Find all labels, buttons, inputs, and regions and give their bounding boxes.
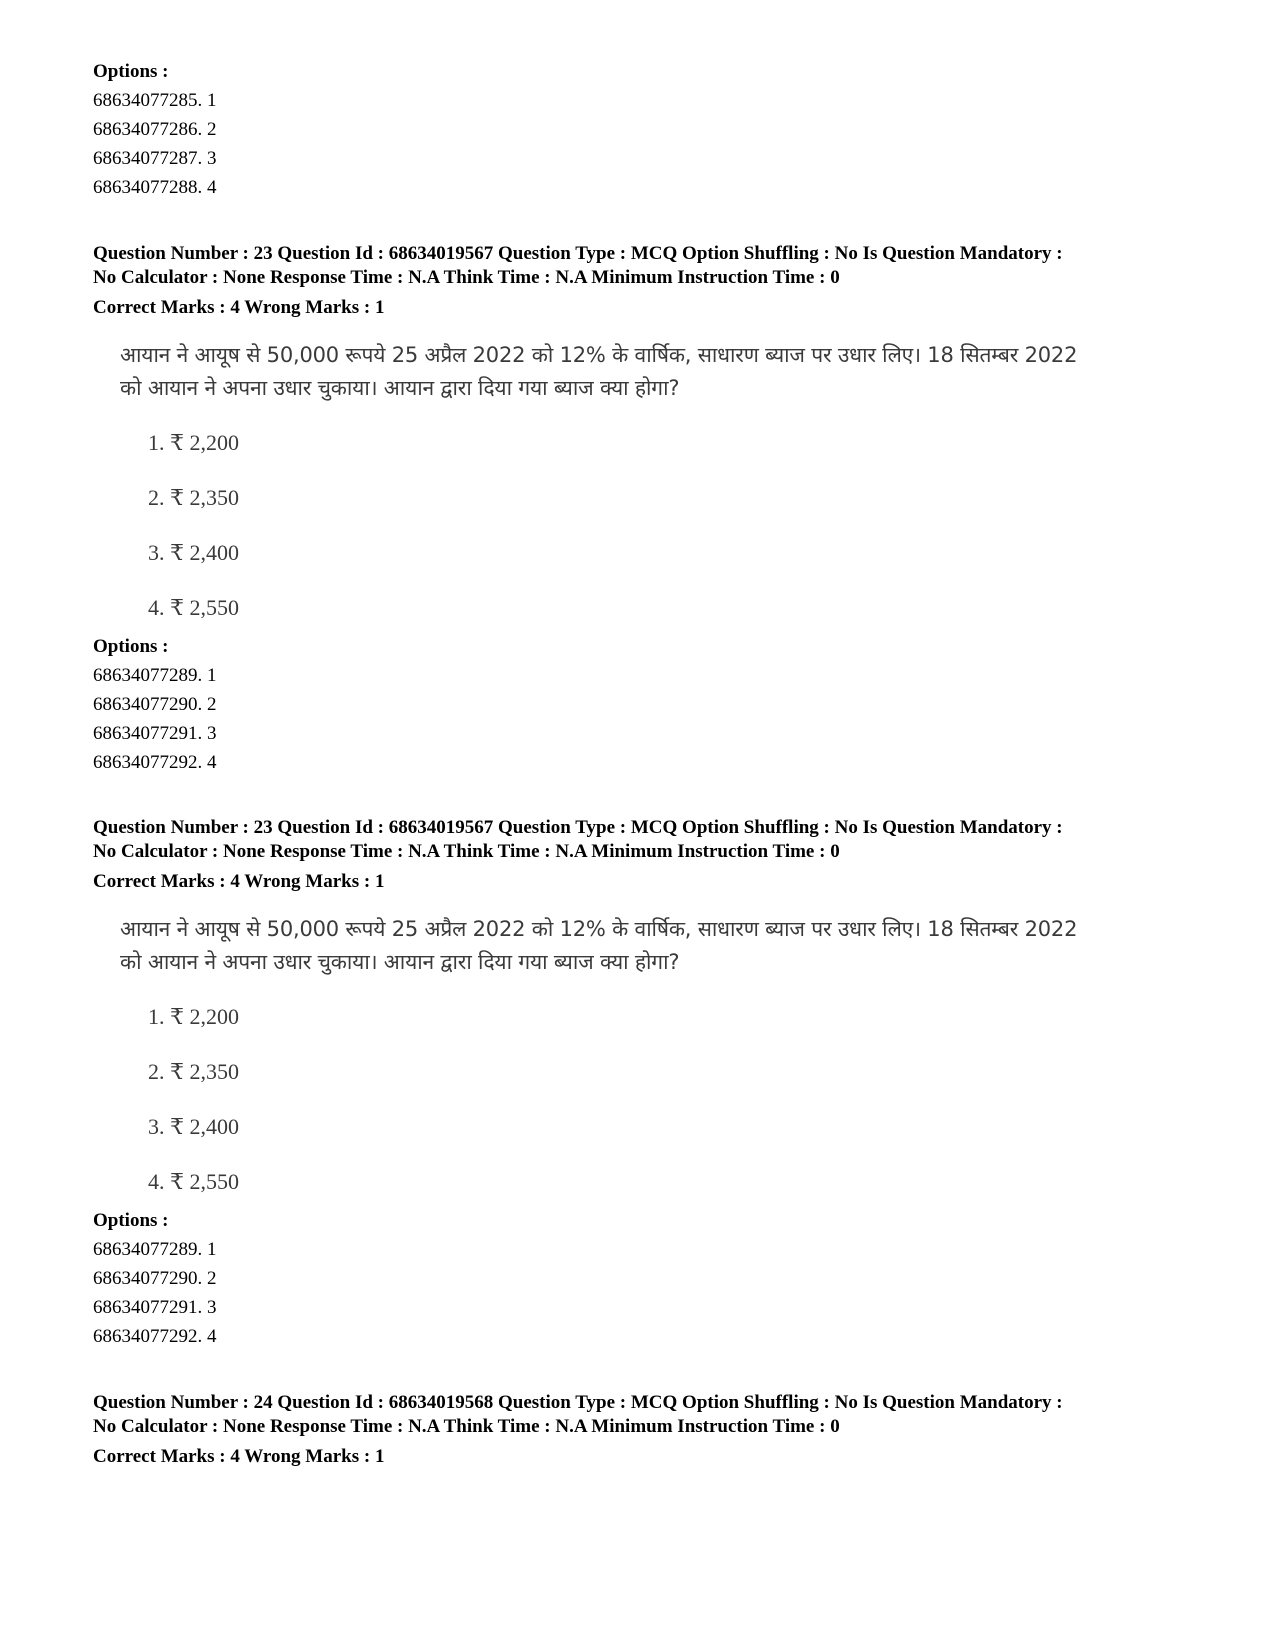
question-meta-line-2: No Calculator : None Response Time : N.A Think Time : N.A Minimum Instruction Time : 0 [93,841,840,862]
options-label: Options : [93,636,169,657]
question-body [120,913,1200,1223]
question-meta-line-1: Question Number : 24 Question Id : 68634019568 Question Type : MCQ Option Shuffling : No Is Question Mandatory : [93,1392,1063,1413]
question-text-line-1: आयान ने आयूष से 50,000 रूपये 25 अप्रैल 2022 को 12% के वार्षिक, साधारण ब्याज पर उधार लिए। 18 सितम्बर 2022 [120,343,1078,367]
option-item: 68634077285. 1 [93,90,217,111]
options-label: Options : [93,1210,169,1231]
question-marks: Correct Marks : 4 Wrong Marks : 1 [93,1446,385,1467]
question-header [93,242,1193,320]
option-item: 68634077292. 4 [93,752,217,773]
option-item: 68634077286. 2 [93,119,217,140]
option-item: 68634077289. 1 [93,665,217,686]
option-item: 68634077289. 1 [93,1239,217,1260]
question-text-line-1: आयान ने आयूष से 50,000 रूपये 25 अप्रैल 2022 को 12% के वार्षिक, साधारण ब्याज पर उधार लिए। 18 सितम्बर 2022 [120,917,1078,941]
answer-choice: 4. ₹ 2,550 [148,1169,239,1194]
question-header [93,1391,1193,1469]
option-item: 68634077287. 3 [93,148,217,169]
question-marks: Correct Marks : 4 Wrong Marks : 1 [93,297,385,318]
answer-choice: 1. ₹ 2,200 [148,1004,239,1029]
options-block-top [93,57,1193,202]
option-item: 68634077288. 4 [93,177,217,198]
options-block [93,632,1193,777]
answer-choice: 4. ₹ 2,550 [148,595,239,620]
question-meta-line-2: No Calculator : None Response Time : N.A Think Time : N.A Minimum Instruction Time : 0 [93,1416,840,1437]
question-meta-line-2: No Calculator : None Response Time : N.A Think Time : N.A Minimum Instruction Time : 0 [93,267,840,288]
answer-choice: 2. ₹ 2,350 [148,485,239,510]
question-text-line-2: को आयान ने अपना उधार चुकाया। आयान द्वारा दिया गया ब्याज क्या होगा? [120,376,680,400]
answer-choice: 3. ₹ 2,400 [148,1114,239,1139]
option-item: 68634077290. 2 [93,694,217,715]
option-item: 68634077292. 4 [93,1326,217,1347]
option-item: 68634077290. 2 [93,1268,217,1289]
question-text-line-2: को आयान ने अपना उधार चुकाया। आयान द्वारा दिया गया ब्याज क्या होगा? [120,950,680,974]
question-meta-line-1: Question Number : 23 Question Id : 68634019567 Question Type : MCQ Option Shuffling : No Is Question Mandatory : [93,243,1063,264]
option-item: 68634077291. 3 [93,723,217,744]
question-marks: Correct Marks : 4 Wrong Marks : 1 [93,871,385,892]
options-block [93,1206,1193,1351]
answer-choice: 2. ₹ 2,350 [148,1059,239,1084]
answer-choice: 3. ₹ 2,400 [148,540,239,565]
option-item: 68634077291. 3 [93,1297,217,1318]
options-label: Options : [93,61,169,82]
question-header [93,816,1193,894]
question-meta-line-1: Question Number : 23 Question Id : 68634019567 Question Type : MCQ Option Shuffling : No Is Question Mandatory : [93,817,1063,838]
answer-choice: 1. ₹ 2,200 [148,430,239,455]
question-body [120,339,1200,649]
